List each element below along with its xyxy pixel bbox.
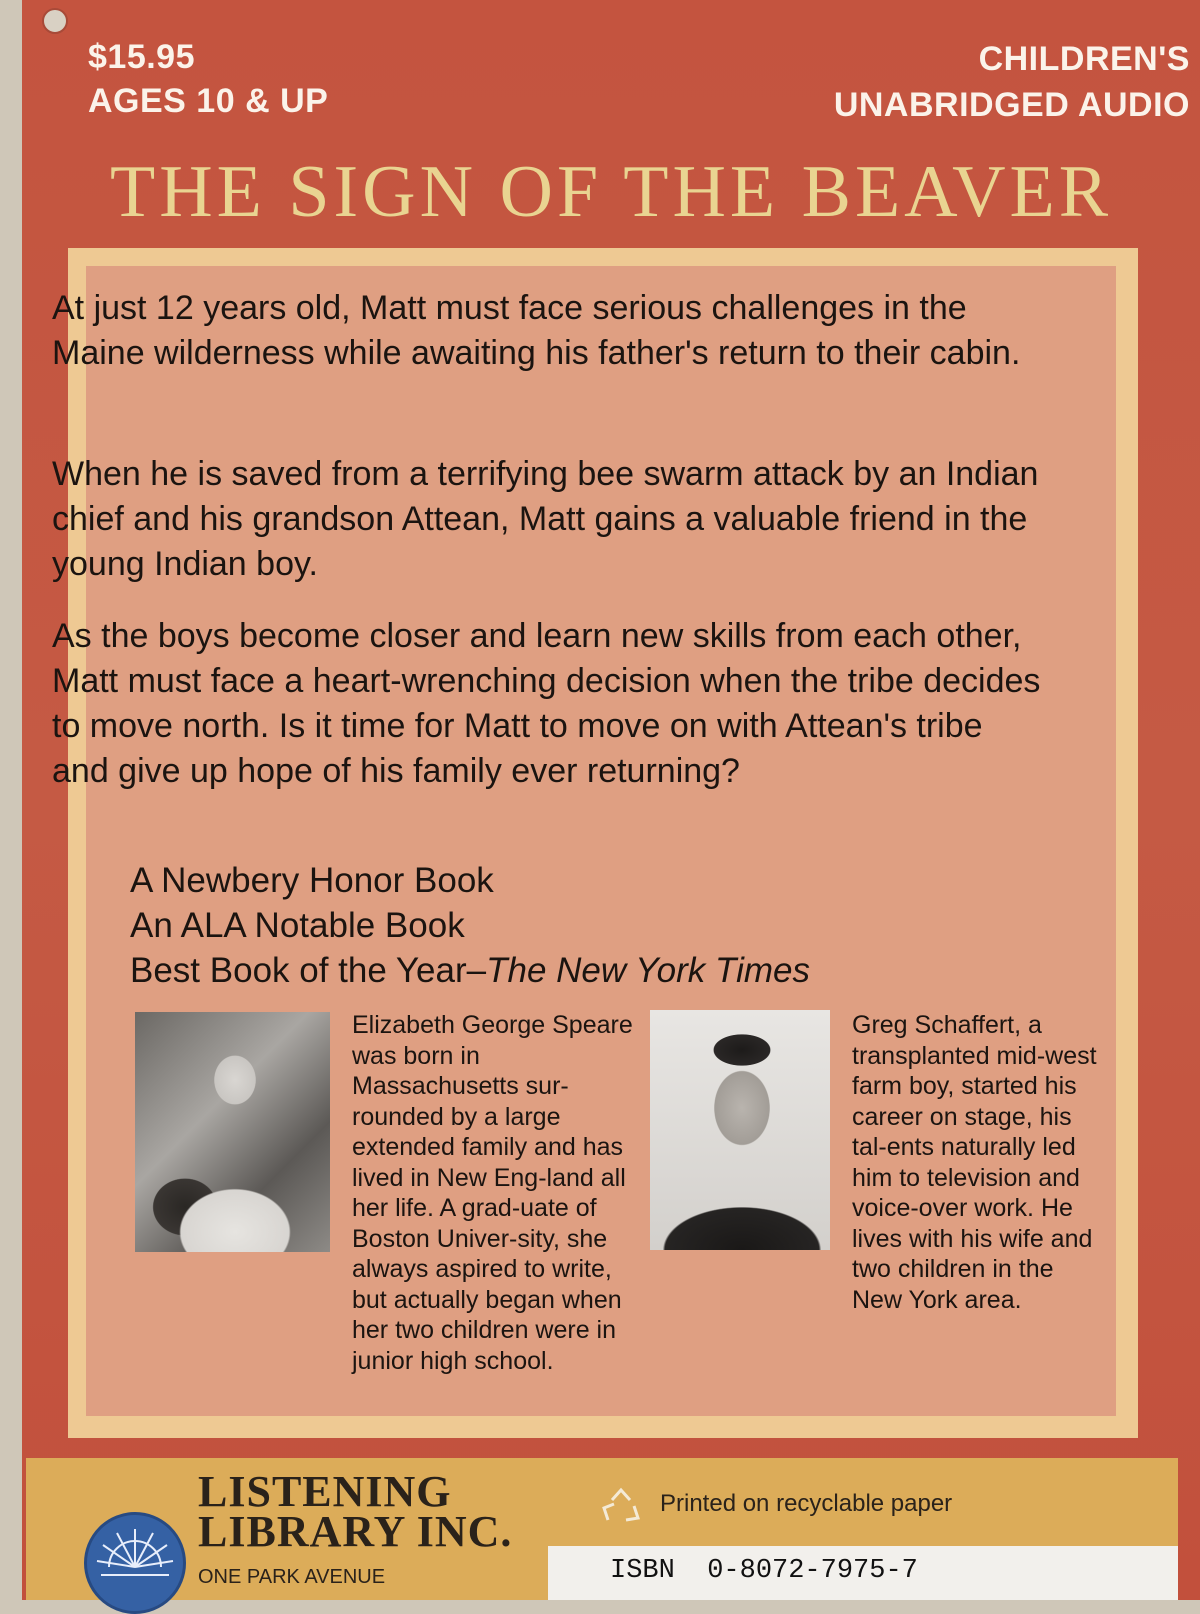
honor-source: The New York Times <box>486 951 810 990</box>
narrator-photo <box>650 1010 830 1250</box>
honor-best-book-prefix: Best Book of the Year– <box>130 951 487 990</box>
price-label: $15.95 <box>88 38 195 76</box>
honor-newbery: A Newbery Honor Book <box>130 861 494 900</box>
description-paragraph-2: When he is saved from a terrifying bee swarm attack by an Indian chief and his grandson Attean, Matt gains a valuable friend in the young Indian boy. <box>52 455 1039 583</box>
age-rating: AGES 10 & UP <box>88 82 329 120</box>
isbn-number: ISBN 0-8072-7975-7 <box>610 1556 918 1586</box>
author-photo <box>135 1012 330 1252</box>
description-paragraph-3: As the boys become closer and learn new skills from each other, Matt must face a heart-wrenching decision when the tribe decides to move north. Is it time for Matt to move on with Attean's tribe and give up hope of his family ever returning? <box>52 617 1041 790</box>
category-line-2: UNABRIDGED AUDIO <box>833 86 1190 124</box>
honor-ala: An ALA Notable Book <box>130 906 465 945</box>
recycle-note: Printed on recyclable paper <box>660 1490 953 1517</box>
category-line-1: CHILDREN'S <box>978 40 1190 78</box>
recycle-icon <box>600 1486 642 1526</box>
book-title: THE SIGN OF THE BEAVER <box>110 151 1113 233</box>
publisher-name-line-2: LIBRARY INC. <box>198 1507 513 1556</box>
sunrise-logo-icon <box>84 1512 186 1614</box>
description-paragraph-1: At just 12 years old, Matt must face serious challenges in the Maine wilderness while awaiting his father's return to their cabin. <box>52 289 1021 372</box>
publisher-address: ONE PARK AVENUE <box>198 1566 386 1588</box>
honors-list <box>130 858 810 993</box>
hang-hole <box>42 8 68 34</box>
publisher-name-line-1: LISTENING <box>198 1467 452 1516</box>
honor-best-book <box>130 948 810 993</box>
narrator-bio: Greg Schaffert, a transplanted mid-west farm boy, started his career on stage, his tal-ents naturally led him to television and voice-over work. He lives with his wife and two children in the New York area. <box>852 1011 1097 1314</box>
author-bio: Elizabeth George Speare was born in Massachusetts sur-rounded by a large extended family and has lived in New Eng-land all her life. A grad-uate of Boston Univer-sity, she always aspired to write, but actually began when her two children were in junior high school. <box>352 1011 633 1375</box>
